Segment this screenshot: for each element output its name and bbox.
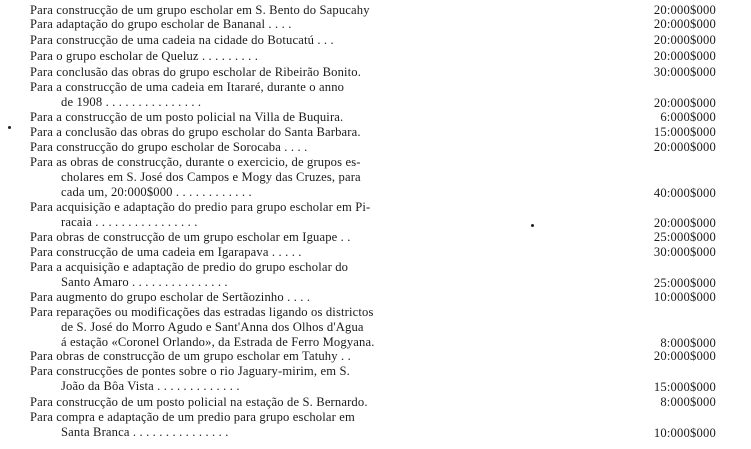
entry-line: Para o grupo escholar de Queluz . . . . . . . . . bbox=[30, 49, 259, 63]
entry-line: Para construcção de um posto policial na estação de S. Bernardo. bbox=[30, 395, 368, 409]
entry-line: Para construcções de pontes sobre o rio Jaguary-mirim, em S. bbox=[30, 364, 350, 378]
entry-line: cholares em S. José dos Campos e Mogy das Cruzes, para bbox=[61, 170, 361, 184]
entry-amount: 20:000$000 bbox=[653, 140, 716, 154]
entry-line: de S. José do Morro Agudo e Sant'Anna dos Olhos d'Agua bbox=[61, 320, 364, 334]
scan-speck bbox=[8, 126, 11, 129]
entry-amount: 20:000$000 bbox=[653, 3, 716, 17]
entry-amount: 8:000$000 bbox=[660, 336, 716, 350]
entry-line: de 1908 . . . . . . . . . . . . . . . bbox=[61, 95, 202, 109]
entry-line: Para as obras de construcção, durante o exercicio, de grupos es- bbox=[30, 155, 361, 169]
entry-line: cada um, 20:000$000 . . . . . . . . . . . . bbox=[61, 185, 252, 199]
entry-amount: 10:000$000 bbox=[653, 426, 716, 440]
entry-amount: 15:000$000 bbox=[653, 125, 716, 139]
entry-amount: 30:000$000 bbox=[653, 65, 716, 79]
entry-line: Santo Amaro . . . . . . . . . . . . . . . bbox=[61, 275, 228, 289]
entry-line: João da Bôa Vista . . . . . . . . . . . . . bbox=[61, 379, 240, 393]
entry-amount: 25:000$000 bbox=[653, 230, 716, 244]
entry-line: Para obras de construcção de um grupo escholar em Iguape . . bbox=[30, 230, 351, 244]
entry-line: á estação «Coronel Orlando», da Estrada de Ferro Mogyana. bbox=[61, 335, 375, 349]
entry-line: Para obras de construcção de um grupo escholar em Tatuhy . . bbox=[30, 349, 351, 363]
entry-amount: 25:000$000 bbox=[653, 276, 716, 290]
entry-amount: 20:000$000 bbox=[653, 349, 716, 363]
entry-amount: 30:000$000 bbox=[653, 245, 716, 259]
entry-amount: 20:000$000 bbox=[653, 17, 716, 31]
scan-speck bbox=[531, 224, 534, 227]
entry-line: Para construcção do grupo escholar de Sorocaba . . . . bbox=[30, 140, 308, 154]
entry-amount: 20:000$000 bbox=[653, 216, 716, 230]
entry-line: Para acquisição e adaptação do predio para grupo escholar em Pi- bbox=[30, 200, 371, 214]
entry-amount: 10:000$000 bbox=[653, 290, 716, 304]
entry-line: Para a construcção de um posto policial na Villa de Buquira. bbox=[30, 110, 344, 124]
entry-line: Para reparações ou modificações das estradas ligando os districtos bbox=[30, 305, 374, 319]
entry-amount: 6:000$000 bbox=[660, 110, 716, 124]
entry-amount: 40:000$000 bbox=[653, 186, 716, 200]
entry-line: Para conclusão das obras do grupo escholar de Ribeirão Bonito. bbox=[30, 65, 362, 79]
entry-line: Para a construcção de uma cadeia em Itararé, durante o anno bbox=[30, 80, 345, 94]
entry-line: racaia . . . . . . . . . . . . . . . . bbox=[61, 215, 198, 229]
entry-amount: 20:000$000 bbox=[653, 96, 716, 110]
entry-amount: 20:000$000 bbox=[653, 49, 716, 63]
entry-line: Para construcção de uma cadeia na cidade do Botucatú . . . bbox=[30, 33, 334, 47]
entry-amount: 20:000$000 bbox=[653, 33, 716, 47]
entry-line: Para a conclusão das obras do grupo escholar do Santa Barbara. bbox=[30, 125, 361, 139]
entry-line: Para construcção de um grupo escholar em S. Bento do Sapucahy bbox=[30, 3, 370, 17]
entry-amount: 8:000$000 bbox=[660, 395, 716, 409]
entry-line: Para augmento do grupo escholar de Sertãozinho . . . . bbox=[30, 290, 311, 304]
entry-line: Santa Branca . . . . . . . . . . . . . . . bbox=[61, 425, 229, 439]
entry-line: Para a acquisição e adaptação de predio do grupo escholar do bbox=[30, 260, 349, 274]
entry-line: Para compra e adaptação de um predio para grupo escholar em bbox=[30, 410, 355, 424]
entry-line: Para construcção de uma cadeia em Igarapava . . . . . bbox=[30, 245, 302, 259]
entry-amount: 15:000$000 bbox=[653, 380, 716, 394]
entry-line: Para adaptação do grupo escholar de Bananal . . . . bbox=[30, 17, 292, 31]
